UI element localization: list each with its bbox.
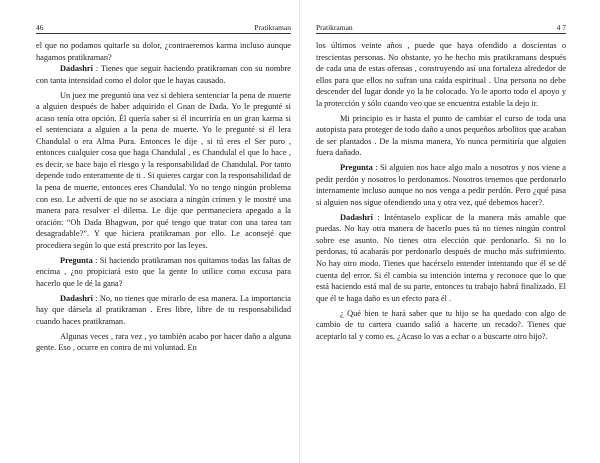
speaker-label: Dadashri [340, 212, 373, 222]
left-page-header [36, 16, 291, 34]
left-page-number: 46 [36, 23, 44, 32]
paragraph: ¿ Qué bien te hará saber que tu hijo se ha quedado con algo de cambio de tu cartera cuando salió a hacerte un recado?. Tienes que aceptarlo tal y como es. ¿Acaso lo vas a echar o a buscarte otro hijo?. [316, 308, 566, 341]
right-page-body [316, 40, 566, 342]
paragraph: los últimos veinte años , puede que haya ofendido a doscientas o trescientas personas. No obstante, yo he hecho mis pratikramans después de cada una de estas ofensas , construyendo así una fortaleza alrededor de ellos para que ellos no sufran una caída espiritual . Una persona no debe descender del lugar donde yo la he colocado. Yo le aporto todo el apoyo y la protección y sólo cuando veo que se encuentra estable la dejo ir. [316, 41, 566, 108]
right-page-number: 4 7 [556, 23, 566, 32]
right-running-title: Pratikraman [316, 23, 353, 32]
paragraph: Algunas veces , rara vez , yo también acabo por hacer daño a alguna gente. Eso , ocurre en contra de mi voluntad. En [36, 331, 291, 353]
paragraph: Dadashri : Tienes que seguir haciendo pratikraman con su nombre con tanta intensidad como el dolor que le hayas causado. [36, 64, 291, 85]
paragraph: Un juez me preguntó una vez si debiera sentenciar la pena de muerte a alguien después de haber adquirido el Gnan de Dada. Yo le pregunté si acaso tenía otra opción. Él quería saber si él incurriría en un gran karma si el sentenciara a alguien a la pena de muerte. Yo le pregunté si él lera Chandulal o era Alma Pura. Entonces le dije , si tú eres el Ser puro , entonces cualquier cosa que haga Chandulal , es Chandulal el que lo hace , es decir, se hace bajo el riesgo y la responsabilidad de Chandulal. Por tanto depende todo enteramente de ti . Si quieres cargar con la responsabilidad de la pena de muerte, entonces eres Chandulal. Yo no tengo ningún problema con eso. Le advertí de que no se asociara a ningún crimen y le mostré una manera para resolver el dilema. Le dije que permaneciera apegado a la oración: “Oh Dada Bhagwan, por qué tengo que tratar con una tarea tan desagradable?”. Y que hiciera pratikraman por ello. Le aconsejé que procediera según lo que está prescrito por las leyes. [36, 90, 291, 250]
paragraph: Dadashri : No, no tienes que mirarlo de esa manera. La importancia hay que dársela al pratikraman . Eres libre, libre de tu responsabilidad cuando haces pratikraman. [36, 293, 291, 326]
speaker-label: Pregunta [340, 163, 373, 173]
speaker-label: Dadashri [60, 64, 93, 74]
paragraph: el que no podamos quitarle su dolor, ¿contraeremos karma incluso aunque hagamos pratikraman? [36, 41, 291, 62]
left-running-title: Pratikraman [254, 23, 291, 32]
paragraph: Pregunta : Si alguien nos hace algo malo a nosotros y nos viene a pedir perdón y nosotros lo perdonamos. Nosotros tenemos que perdonarlo internamente incluso aunque no nos venga a pedir perdón. Pero ¿qué pasa si alguien nos sigue ofendiendo una y otra vez, qué debemos hacer?. [316, 163, 566, 207]
right-page-header [316, 16, 566, 34]
paragraph: Dadashri : Inténtaselo explicar de la manera más amable que puedas. No hay otra manera de hacerlo pues tú no tienes ningún control sobre ese asunto. No tienes otra elección que perdonarlo. Si no lo perdonas, tú acabarás por perdonarlo después de mucho más sufrimiento. No hay otro modo. Tienes que hacérselo entender intentando que él se dé cuenta del error. Si él cambia su intención interna y reconoce que lo que está haciendo está mal de su parte, entonces tu trabajo habrá finalizado. El que él te haga daño es un efecto para él . [316, 212, 566, 303]
speaker-label: Pregunta [60, 255, 93, 265]
paragraph: Pregunta : Si haciendo pratikraman nos quitamos todas las faltas de encima , ¿no propiciará esto que la gente lo utilice como excusa para hacerlo que le dé la gana? [36, 255, 291, 288]
right-page [300, 0, 600, 463]
paragraph: Mi principio es ir hasta el punto de cambiar el curso de toda una autopista para proteger de todo daño a unos pequeños arbolitos que acaban de ser plantados . De la misma manera, Yo nunca permitiría que alguien fuera dañado. [316, 113, 566, 158]
left-page-body [36, 40, 291, 354]
speaker-label: Dadashri [60, 293, 93, 303]
